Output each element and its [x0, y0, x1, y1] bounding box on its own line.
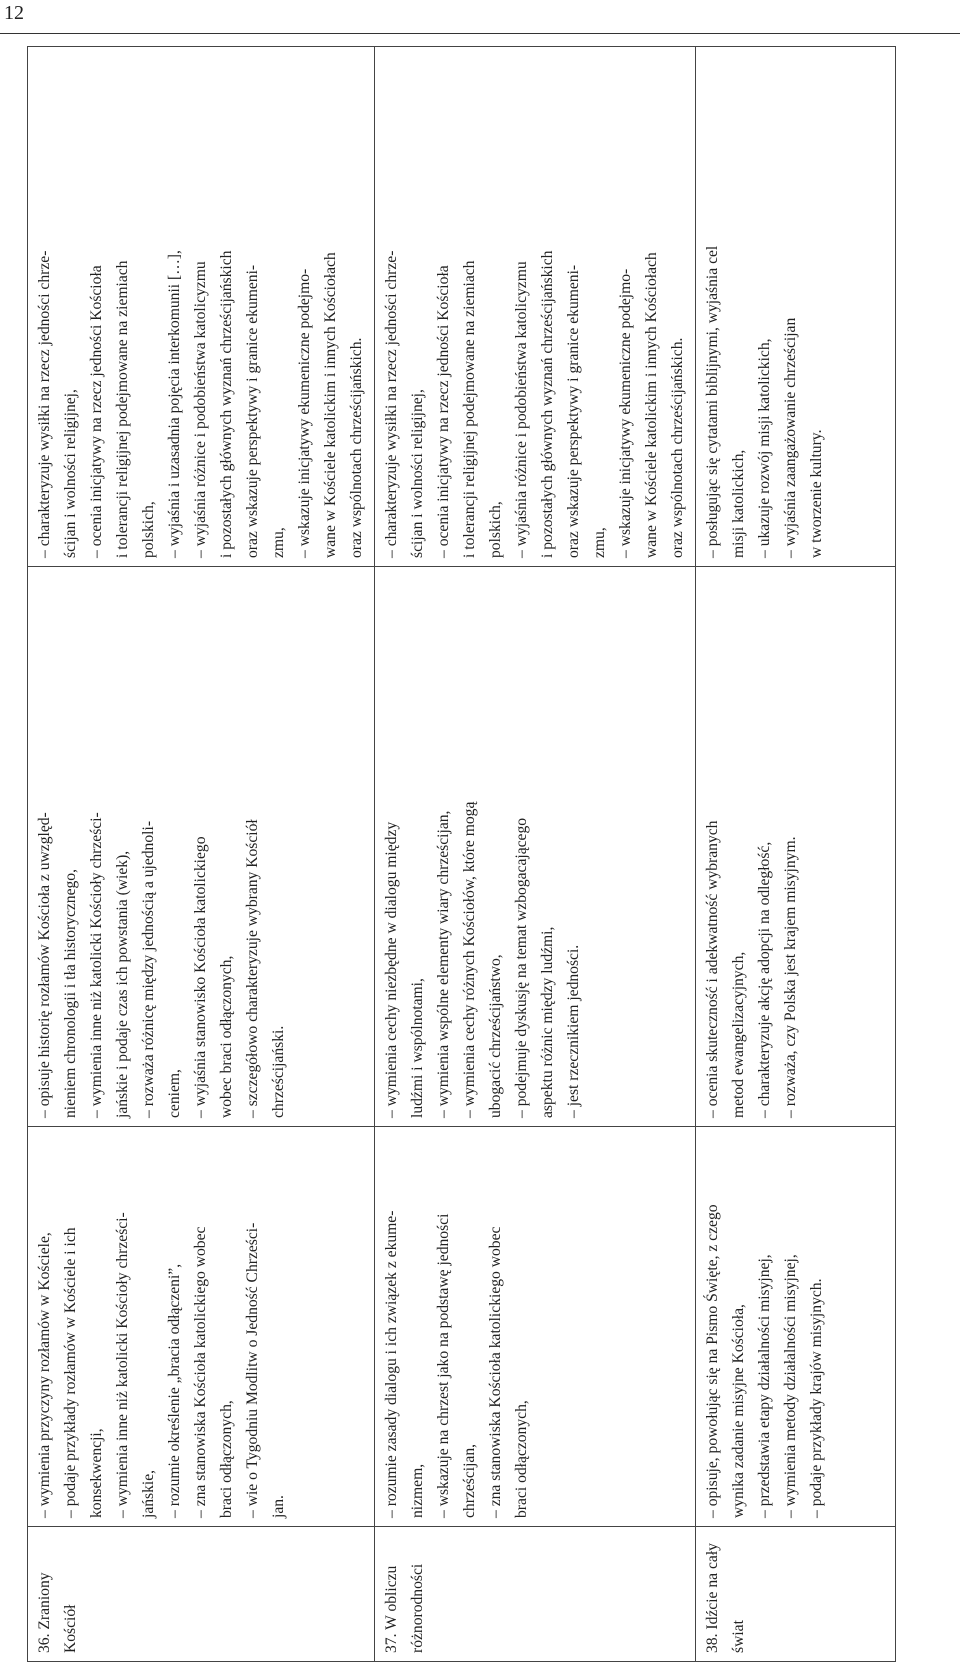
topic-cell — [696, 1527, 896, 1662]
requirement-line: – wymienia inne niż katolicki Kościoły chrześci- — [88, 812, 105, 1118]
requirement-line: – charakteryzuje wysiłki na rzecz jedności chrze- — [36, 250, 53, 558]
requirement-line: – podaje przykłady krajów misyjnych. — [808, 1278, 825, 1518]
requirement-line: – wyjaśnia różnice i podobieństwa katolicyzmu — [192, 261, 209, 558]
requirement-line: – zna stanowiska Kościoła katolickiego wobec — [487, 1226, 504, 1518]
basic-requirements-cell — [28, 1127, 375, 1527]
requirement-line: – wymienia inne niż katolicki Kościoły chrześci- — [114, 1212, 131, 1518]
requirement-line: – zna stanowiska Kościoła katolickiego wobec — [192, 1226, 209, 1518]
curriculum-table — [27, 46, 896, 1662]
requirement-line: – podejmuje dyskusję na temat wzbogacającego — [513, 817, 530, 1118]
curriculum-table-rotated — [27, 47, 837, 1662]
requirement-line: – wyjaśnia stanowisko Kościoła katolickiego — [192, 836, 209, 1118]
requirement-line: wynika zadanie misyjne Kościoła, — [730, 1304, 747, 1518]
requirement-line: ludźmi i wspólnotami, — [409, 978, 426, 1118]
advanced-requirements-cell — [696, 47, 896, 567]
requirement-line: – rozumie określenie „bracia odłączeni”, — [166, 1263, 183, 1518]
topic-line: 37. W obliczu — [383, 1565, 400, 1653]
requirement-line: – charakteryzuje akcję adopcji na odległość, — [756, 841, 773, 1118]
requirement-line: aspektu różnic między ludźmi, — [539, 926, 556, 1118]
topic-line: 38. Idźcie na cały — [704, 1543, 721, 1653]
requirement-line: oraz wskazuje perspektywy i granice ekumeni- — [565, 264, 582, 558]
extended-requirements-cell — [28, 567, 375, 1127]
requirement-line: – wyjaśnia i uzasadnia pojęcia interkomunii […], — [166, 250, 183, 558]
requirement-line: – jest rzecznikiem jedności. — [565, 944, 582, 1118]
table-row — [375, 47, 696, 1662]
requirement-line: – ocenia inicjatywy na rzecz jedności Kościoła — [435, 265, 452, 558]
requirement-line: i pozostałych głównych wyznań chrześcijańskich — [539, 250, 556, 558]
basic-requirements-cell — [696, 1127, 896, 1527]
topic-line: świat — [730, 1620, 747, 1653]
requirement-line: wane w Kościele katolickim i innych Kościołach — [643, 252, 660, 558]
topic-line: różnorodności — [409, 1563, 426, 1653]
requirement-line: ubogacić chrześcijaństwo, — [487, 954, 504, 1118]
requirement-line: – wie o Tygodniu Modlitw o Jedność Chrześci- — [244, 1222, 261, 1518]
page-number: 12 — [4, 2, 24, 24]
requirement-line: ścijan i wolności religijnej, — [62, 389, 79, 558]
requirement-line: wane w Kościele katolickim i innych Kościołach — [322, 252, 339, 558]
requirement-line: jan. — [270, 1495, 287, 1518]
table-row — [28, 47, 375, 1662]
requirement-line: i pozostałych głównych wyznań chrześcijańskich — [218, 250, 235, 558]
requirement-line: misji katolickich, — [730, 449, 747, 558]
requirement-line: – opisuje historię rozłamów Kościoła z uwzględ- — [36, 812, 53, 1118]
requirement-line: oraz wspólnotach chrześcijańskich. — [669, 337, 686, 558]
requirement-line: oraz wspólnotach chrześcijańskich. — [348, 337, 365, 558]
requirement-line: – wskazuje inicjatywy ekumeniczne podejmo- — [296, 268, 313, 558]
requirement-line: – rozumie zasady dialogu i ich związek z ekume- — [383, 1210, 400, 1518]
requirement-line: metod ewangelizacyjnych, — [730, 951, 747, 1118]
requirement-line: zmu, — [591, 527, 608, 558]
requirement-line: – ocenia skuteczność i adekwatność wybranych — [704, 820, 721, 1118]
topic-cell — [375, 1527, 696, 1662]
requirement-line: nizmem, — [409, 1463, 426, 1518]
requirement-line: – ukazuje rozwój misji katolickich, — [756, 338, 773, 558]
requirement-line: – posługując się cytatami biblijnymi, wyjaśnia cel — [704, 245, 721, 558]
requirement-line: konsekwencji, — [88, 1428, 105, 1518]
basic-requirements-cell — [375, 1127, 696, 1527]
requirement-line: jańskie i podaje czas ich powstania (wiek), — [114, 850, 131, 1118]
advanced-requirements-cell — [28, 47, 375, 567]
topic-line: 36. Zraniony — [36, 1572, 53, 1653]
requirement-line: ceniem, — [166, 1069, 183, 1118]
requirement-line: – wymienia metody działalności misyjnej, — [782, 1254, 799, 1518]
requirement-line: – podaje przykłady rozłamów w Kościele i ich — [62, 1227, 79, 1518]
table-row — [696, 47, 896, 1662]
requirement-line: braci odłączonych, — [513, 1400, 530, 1518]
requirement-line: – przedstawia etapy działalności misyjnej, — [756, 1254, 773, 1518]
requirement-line: – opisuje, powołując się na Pismo Święte, z czego — [704, 1204, 721, 1518]
requirement-line: – wymienia cechy różnych Kościołów, które mogą — [461, 801, 478, 1118]
requirement-line: polskich, — [487, 501, 504, 558]
requirement-line: oraz wskazuje perspektywy i granice ekumeni- — [244, 264, 261, 558]
requirement-line: nieniem chronologii i tła historycznego, — [62, 868, 79, 1118]
extended-requirements-cell — [375, 567, 696, 1127]
requirement-line: chrześcijański. — [270, 1025, 287, 1118]
requirement-line: – wymienia przyczyny rozłamów w Kościele, — [36, 1232, 53, 1518]
requirement-line: – wymienia cechy niezbędne w dialogu między — [383, 821, 400, 1118]
requirement-line: – rozważa, czy Polska jest krajem misyjnym. — [782, 836, 799, 1118]
topic-cell — [28, 1527, 375, 1662]
requirement-line: braci odłączonych, — [218, 1400, 235, 1518]
extended-requirements-cell — [696, 567, 896, 1127]
requirement-line: – wskazuje na chrzest jako na podstawę jedności — [435, 1213, 452, 1518]
requirement-line: – ocenia inicjatywy na rzecz jedności Kościoła — [88, 265, 105, 558]
requirement-line: i tolerancji religijnej podejmowane na ziemiach — [114, 260, 131, 558]
requirement-line: zmu, — [270, 527, 287, 558]
requirement-line: jańskie, — [140, 1469, 157, 1518]
requirement-line: – wyjaśnia zaangażowanie chrześcijan — [782, 317, 799, 558]
requirement-line: i tolerancji religijnej podejmowane na ziemiach — [461, 260, 478, 558]
topic-line: Kościół — [62, 1604, 79, 1653]
requirement-line: – wymienia wspólne elementy wiary chrześcijan, — [435, 810, 452, 1118]
advanced-requirements-cell — [375, 47, 696, 567]
header-rule — [0, 33, 960, 34]
requirement-line: – wyjaśnia różnice i podobieństwa katolicyzmu — [513, 261, 530, 558]
requirement-line: wobec braci odłączonych, — [218, 955, 235, 1118]
requirement-line: – charakteryzuje wysiłki na rzecz jedności chrze- — [383, 250, 400, 558]
requirement-line: – szczegółowo charakteryzuje wybrany Kościół — [244, 819, 261, 1118]
requirement-line: polskich, — [140, 501, 157, 558]
requirement-line: – rozważa różnicę między jednością a ujednoli- — [140, 820, 157, 1118]
requirement-line: ścijan i wolności religijnej, — [409, 389, 426, 558]
requirement-line: w tworzenie kultury. — [808, 429, 825, 558]
requirement-line: chrześcijan, — [461, 1443, 478, 1518]
requirement-line: – wskazuje inicjatywy ekumeniczne podejmo- — [617, 268, 634, 558]
